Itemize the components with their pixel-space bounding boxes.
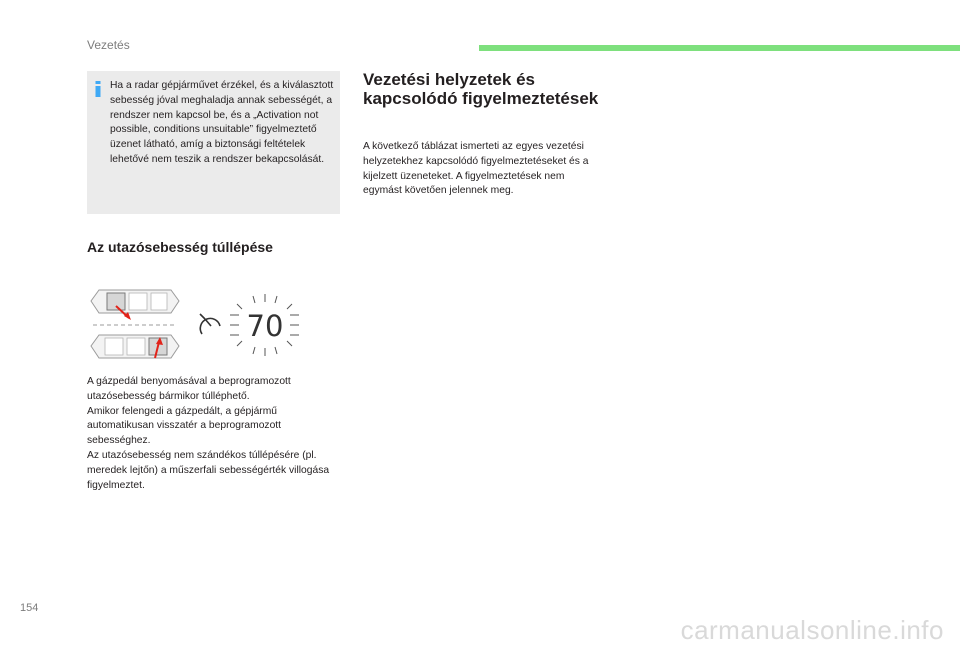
pedal-switch-bottom	[91, 335, 179, 358]
cruise-control-illustration	[87, 282, 317, 360]
page-number: 154	[20, 602, 39, 614]
body-text	[87, 375, 345, 493]
section-heading: Az utazósebesség túllépése	[87, 239, 273, 255]
info-text: Ha a radar gépjárművet érzékel, és a kiválasztott sebesség jóval meghaladja annak sebességét, a rendszer nem kapcsol be, és a „Activation not possible, conditions unsuitable” figyelmeztető üzenet látható, amíg a biztonsági feltételek lehetővé nem teszik a rendszer bekapcsolását.	[110, 80, 334, 165]
right-text: A következő táblázat ismerteti az egyes vezetési helyzetekhez kapcsolódó figyelmeztetéseket és a kijelzett üzeneteket. A figyelmeztetések nem egymást követően jelennek meg.	[363, 141, 589, 197]
body-paragraph-2: Amikor felengedi a gázpedált, a gépjármű automatikusan visszatér a beprogramozott sebességhez.	[87, 405, 282, 447]
body-paragraph-3: Az utazósebesség nem szándékos túllépésére (pl. meredek lejtőn) a műszerfali sebességérték villogása figyelmeztet.	[87, 449, 330, 491]
watermark: carmanualsonline.info	[680, 615, 944, 645]
speed-value: 70	[246, 309, 284, 343]
body-paragraph-1: A gázpedál benyomásával a beprogramozott utazósebesség bármikor túlléphető.	[87, 376, 291, 402]
info-icon	[95, 81, 101, 97]
speedometer-icon	[200, 314, 220, 334]
header-title: Vezetés	[87, 38, 130, 52]
pedal-switch-top	[91, 290, 179, 320]
right-heading: Vezetési helyzetek és kapcsolódó figyelmeztetések	[363, 70, 599, 108]
header-bar	[479, 45, 960, 51]
